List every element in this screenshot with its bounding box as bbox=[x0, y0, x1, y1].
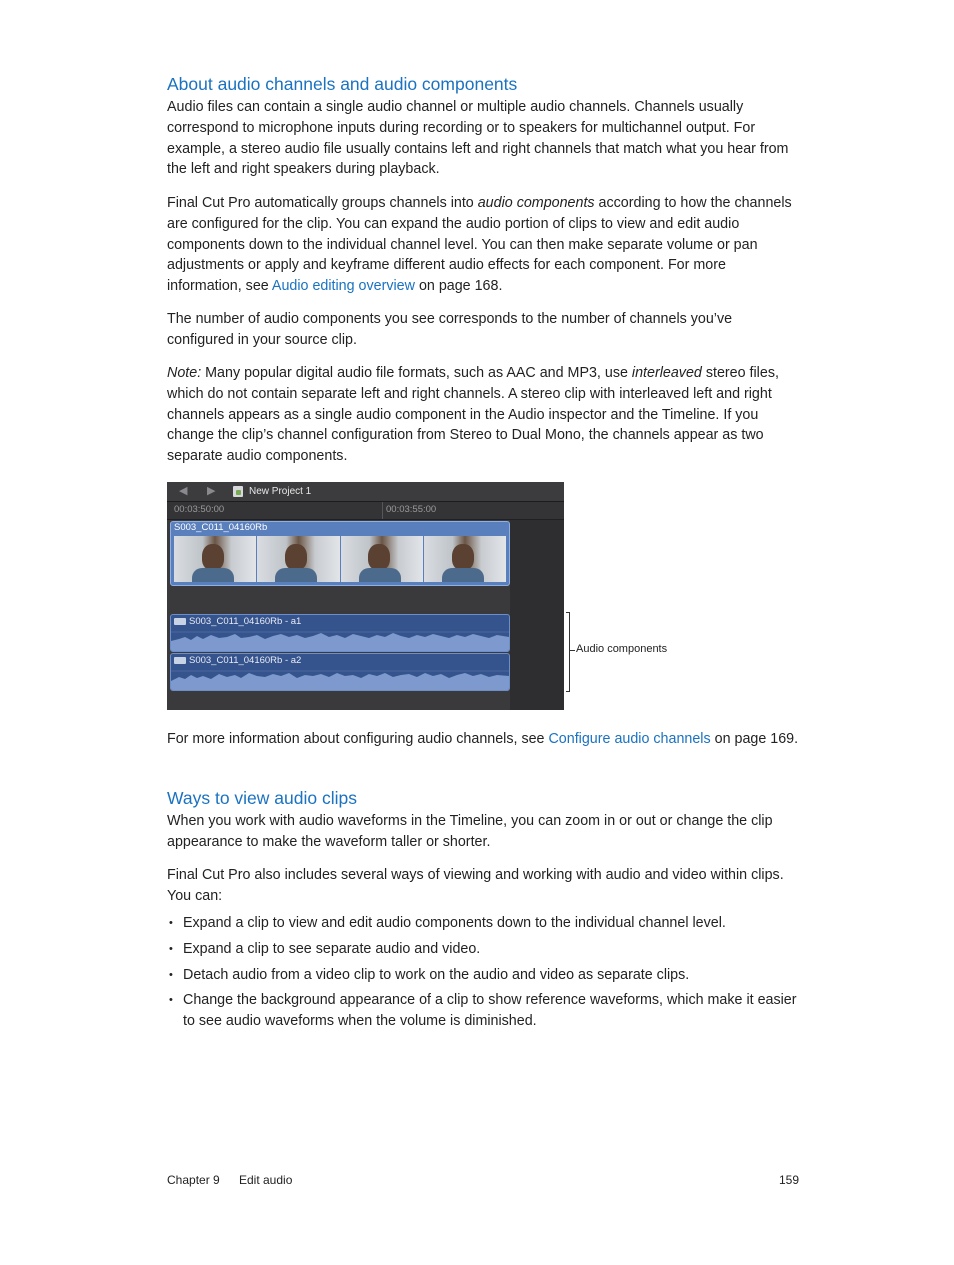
callout-audio-components: Audio components bbox=[576, 643, 668, 655]
note-label: Note: bbox=[167, 365, 202, 381]
timecode-left: 00:03:50:00 bbox=[174, 504, 225, 515]
timecode-ruler[interactable] bbox=[167, 502, 564, 520]
callout-bracket bbox=[566, 612, 570, 692]
ruler-divider bbox=[382, 502, 383, 519]
video-thumbnail bbox=[174, 536, 256, 582]
emphasis-text: audio components bbox=[477, 195, 595, 211]
link-configure-audio-channels[interactable]: Configure audio channels bbox=[548, 731, 711, 747]
bullet-list bbox=[167, 913, 799, 1037]
paragraph: Audio files can contain a single audio channel or multiple audio channels. Channels usually correspond to microphone inputs during recording or to speakers for multichannel output. For example, a stereo audio file usually contains left and right channels that match what you hear from the left and right speakers during playback. bbox=[167, 99, 789, 178]
emphasis-text: interleaved bbox=[631, 365, 702, 381]
video-clip-title: S003_C011_04160Rb bbox=[174, 522, 268, 533]
timeline-screenshot bbox=[167, 482, 564, 710]
audio-clip-icon bbox=[174, 657, 186, 664]
section-heading-ways-to-view: Ways to view audio clips bbox=[167, 788, 357, 808]
project-name: New Project 1 bbox=[249, 486, 312, 497]
video-thumbnail bbox=[257, 536, 339, 582]
callout-tick bbox=[570, 650, 575, 651]
paragraph: When you work with audio waveforms in the Timeline, you can zoom in or out or change the clip appearance to make the waveform taller or shorter. bbox=[167, 813, 773, 850]
text-run: on page 168. bbox=[414, 278, 503, 295]
text-run: For more information about configuring audio channels, see bbox=[167, 731, 549, 747]
project-icon bbox=[233, 486, 243, 497]
video-thumbnail bbox=[424, 536, 506, 582]
footer-chapter-link[interactable]: Edit audio bbox=[239, 1173, 293, 1187]
audio-component-clip-2[interactable] bbox=[170, 653, 510, 691]
list-item: • Detach audio from a video clip to work on the audio and video as separate clips. bbox=[167, 965, 799, 986]
footer-chapter: Chapter 9 bbox=[167, 1173, 220, 1187]
audio-clip-icon bbox=[174, 618, 186, 625]
note-paragraph bbox=[167, 363, 799, 467]
audio-clip-title: S003_C011_04160Rb - a2 bbox=[189, 655, 302, 666]
video-clip[interactable] bbox=[170, 521, 510, 586]
text-run: stereo files, which do not contain separate left and right channels. A stereo clip with interleaved left and right channels appears as a single audio component in the Audio inspector and the Timeline. If you change the clip’s channel configuration from Stereo to Dual Mono, the channels appear as two separate audio components. bbox=[167, 365, 779, 465]
list-item: • Expand a clip to see separate audio and video. bbox=[167, 939, 799, 960]
section-heading-audio-channels: About audio channels and audio components bbox=[167, 74, 518, 94]
timecode-right: 00:03:55:00 bbox=[386, 504, 437, 515]
paragraph: The number of audio components you see corresponds to the number of channels you’ve configured in your source clip. bbox=[167, 311, 733, 348]
audio-waveform bbox=[171, 664, 509, 690]
audio-waveform bbox=[171, 625, 509, 651]
list-item: • Expand a clip to view and edit audio components down to the individual channel level. bbox=[167, 913, 799, 934]
paragraph bbox=[167, 193, 799, 297]
text-run: according to how the channels are configured for the clip. You can expand the audio portion of clips to view and edit audio components down to the individual channel level. You can then make separate volume or pan adjustments or apply and keyframe different audio effects for each component. For more information, see bbox=[167, 195, 792, 295]
link-audio-editing-overview[interactable]: Audio editing overview bbox=[271, 278, 415, 295]
video-thumbnail bbox=[341, 536, 423, 582]
forward-arrow-icon[interactable]: ▶ bbox=[207, 484, 216, 497]
back-arrow-icon[interactable]: ◀ bbox=[179, 484, 188, 497]
paragraph: Final Cut Pro also includes several ways of viewing and working with audio and video within clips. You can: bbox=[167, 867, 784, 904]
text-run: Final Cut Pro automatically groups channels into bbox=[167, 195, 478, 211]
text-run: on page 169. bbox=[710, 731, 799, 747]
page-number: 159 bbox=[779, 1173, 800, 1187]
audio-clip-title: S003_C011_04160Rb - a1 bbox=[189, 616, 302, 627]
audio-component-clip-1[interactable] bbox=[170, 614, 510, 652]
video-filmstrip bbox=[174, 536, 506, 582]
timeline-toolbar bbox=[167, 482, 564, 502]
paragraph bbox=[167, 729, 799, 750]
text-run: Many popular digital audio file formats, such as AAC and MP3, use bbox=[201, 365, 632, 381]
list-item: • Change the background appearance of a clip to show reference waveforms, which make it easier to see audio waveforms when the volume is diminished. bbox=[167, 990, 799, 1032]
timeline-empty-area bbox=[510, 520, 564, 710]
